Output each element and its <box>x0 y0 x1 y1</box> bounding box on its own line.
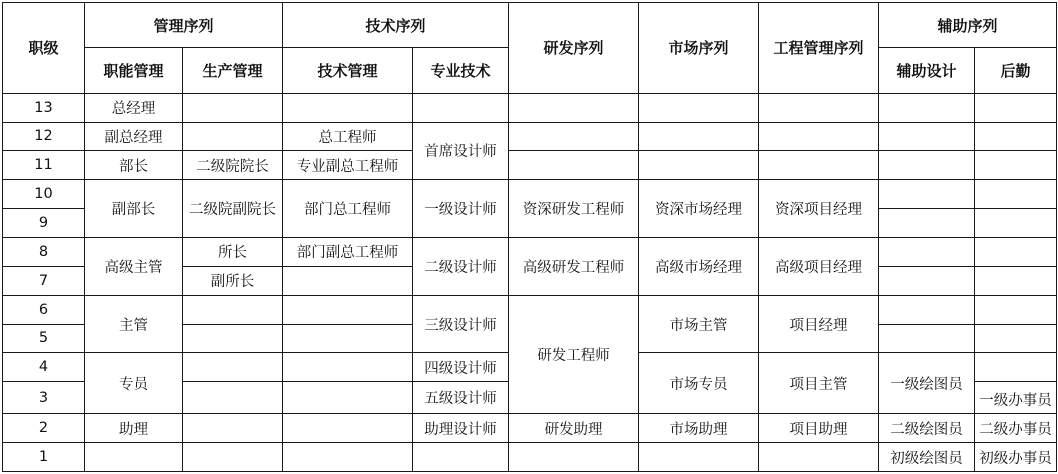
cell-empty <box>975 324 1057 353</box>
cell-empty <box>759 122 879 151</box>
cell-empty <box>975 353 1057 382</box>
cell-empty <box>975 122 1057 151</box>
cell-empty <box>509 93 639 122</box>
cell-empty <box>283 414 413 443</box>
cell-empty <box>879 295 975 324</box>
cell-empty <box>183 353 283 382</box>
cell-empty <box>509 122 639 151</box>
level-cell: 11 <box>3 151 85 180</box>
cell-func: 总经理 <box>85 93 183 122</box>
cell-logistics: 初级办事员 <box>975 443 1057 472</box>
cell-func: 副总经理 <box>85 122 183 151</box>
table-row-level-12 <box>3 122 1057 151</box>
cell-market: 市场专员 <box>639 353 759 414</box>
cell-rd: 研发助理 <box>509 414 639 443</box>
cell-empty <box>283 324 413 353</box>
cell-empty <box>283 382 413 414</box>
table-row-level-10 <box>3 180 1057 209</box>
cell-empty <box>183 414 283 443</box>
table-row-level-6 <box>3 295 1057 324</box>
cell-aux: 二级绘图员 <box>879 414 975 443</box>
cell-tech-mgmt: 部门副总工程师 <box>283 237 413 266</box>
level-cell: 13 <box>3 93 85 122</box>
level-cell: 3 <box>3 382 85 414</box>
cell-empty <box>975 180 1057 209</box>
level-cell: 8 <box>3 237 85 266</box>
cell-empty <box>975 295 1057 324</box>
cell-pro-tech: 助理设计师 <box>413 414 509 443</box>
cell-market: 高级市场经理 <box>639 237 759 295</box>
cell-empty <box>283 295 413 324</box>
cell-func: 主管 <box>85 295 183 353</box>
cell-rd: 研发工程师 <box>509 295 639 414</box>
cell-market: 资深市场经理 <box>639 180 759 238</box>
level-header: 职级 <box>3 3 85 94</box>
level-cell: 2 <box>3 414 85 443</box>
cell-logistics: 一级办事员 <box>975 382 1057 414</box>
cell-func: 部长 <box>85 151 183 180</box>
cell-empty <box>183 93 283 122</box>
career-ladder-table <box>2 2 1057 472</box>
header-row-groups <box>3 3 1057 48</box>
cell-empty <box>975 266 1057 295</box>
cell-empty <box>879 237 975 266</box>
cell-pro-tech: 一级设计师 <box>413 180 509 238</box>
cell-eng: 项目经理 <box>759 295 879 353</box>
cell-empty <box>879 93 975 122</box>
prod-mgmt-header: 生产管理 <box>183 48 283 93</box>
cell-func: 助理 <box>85 414 183 443</box>
cell-func: 专员 <box>85 353 183 414</box>
cell-empty <box>879 151 975 180</box>
level-cell: 5 <box>3 324 85 353</box>
cell-empty <box>183 382 283 414</box>
cell-empty <box>759 151 879 180</box>
cell-empty <box>413 443 509 472</box>
cell-empty <box>975 93 1057 122</box>
cell-empty <box>183 295 283 324</box>
table-row-level-1 <box>3 443 1057 472</box>
cell-empty <box>183 443 283 472</box>
rd-sequence-header: 研发序列 <box>509 3 639 94</box>
cell-empty <box>283 443 413 472</box>
aux-design-header: 辅助设计 <box>879 48 975 93</box>
cell-pro-tech: 首席设计师 <box>413 122 509 180</box>
pro-tech-header: 专业技术 <box>413 48 509 93</box>
tech-mgmt-header: 技术管理 <box>283 48 413 93</box>
cell-empty <box>183 122 283 151</box>
level-cell: 6 <box>3 295 85 324</box>
func-mgmt-header: 职能管理 <box>85 48 183 93</box>
cell-pro-tech: 四级设计师 <box>413 353 509 382</box>
cell-pro-tech: 三级设计师 <box>413 295 509 353</box>
aux-sequence-header: 辅助序列 <box>879 3 1057 48</box>
cell-empty <box>509 443 639 472</box>
cell-func: 高级主管 <box>85 237 183 295</box>
cell-empty <box>639 122 759 151</box>
level-cell: 10 <box>3 180 85 209</box>
cell-func: 副部长 <box>85 180 183 238</box>
cell-empty <box>639 93 759 122</box>
cell-empty <box>759 443 879 472</box>
level-cell: 7 <box>3 266 85 295</box>
table-row-level-2 <box>3 414 1057 443</box>
cell-empty <box>879 122 975 151</box>
cell-prod: 副所长 <box>183 266 283 295</box>
table-row-level-13 <box>3 93 1057 122</box>
cell-empty <box>183 324 283 353</box>
tech-sequence-header: 技术序列 <box>283 3 509 48</box>
cell-tech-mgmt: 专业副总工程师 <box>283 151 413 180</box>
cell-empty <box>639 151 759 180</box>
cell-market: 市场主管 <box>639 295 759 353</box>
eng-sequence-header: 工程管理序列 <box>759 3 879 94</box>
cell-empty <box>639 443 759 472</box>
cell-pro-tech: 二级设计师 <box>413 237 509 295</box>
cell-aux: 一级绘图员 <box>879 353 975 414</box>
cell-eng: 资深项目经理 <box>759 180 879 238</box>
cell-empty <box>413 93 509 122</box>
cell-tech-mgmt: 部门总工程师 <box>283 180 413 238</box>
mgmt-sequence-header: 管理序列 <box>85 3 283 48</box>
cell-eng: 项目主管 <box>759 353 879 414</box>
cell-aux: 初级绘图员 <box>879 443 975 472</box>
cell-empty <box>975 209 1057 238</box>
cell-empty <box>509 151 639 180</box>
cell-logistics: 二级办事员 <box>975 414 1057 443</box>
cell-tech-mgmt: 总工程师 <box>283 122 413 151</box>
cell-rd: 资深研发工程师 <box>509 180 639 238</box>
cell-empty <box>975 237 1057 266</box>
logistics-header: 后勤 <box>975 48 1057 93</box>
level-cell: 4 <box>3 353 85 382</box>
cell-rd: 高级研发工程师 <box>509 237 639 295</box>
level-cell: 12 <box>3 122 85 151</box>
cell-eng: 项目助理 <box>759 414 879 443</box>
market-sequence-header: 市场序列 <box>639 3 759 94</box>
cell-empty <box>879 266 975 295</box>
table-row-level-8 <box>3 237 1057 266</box>
cell-empty <box>283 353 413 382</box>
level-cell: 1 <box>3 443 85 472</box>
cell-empty <box>975 151 1057 180</box>
cell-empty <box>283 266 413 295</box>
cell-eng: 高级项目经理 <box>759 237 879 295</box>
table-row-level-11 <box>3 151 1057 180</box>
cell-market: 市场助理 <box>639 414 759 443</box>
cell-prod: 二级院副院长 <box>183 180 283 238</box>
level-cell: 9 <box>3 209 85 238</box>
cell-empty <box>759 93 879 122</box>
cell-empty <box>85 443 183 472</box>
cell-empty <box>879 209 975 238</box>
cell-prod: 所长 <box>183 237 283 266</box>
cell-prod: 二级院院长 <box>183 151 283 180</box>
cell-empty <box>283 93 413 122</box>
cell-empty <box>879 324 975 353</box>
cell-empty <box>879 180 975 209</box>
cell-pro-tech: 五级设计师 <box>413 382 509 414</box>
